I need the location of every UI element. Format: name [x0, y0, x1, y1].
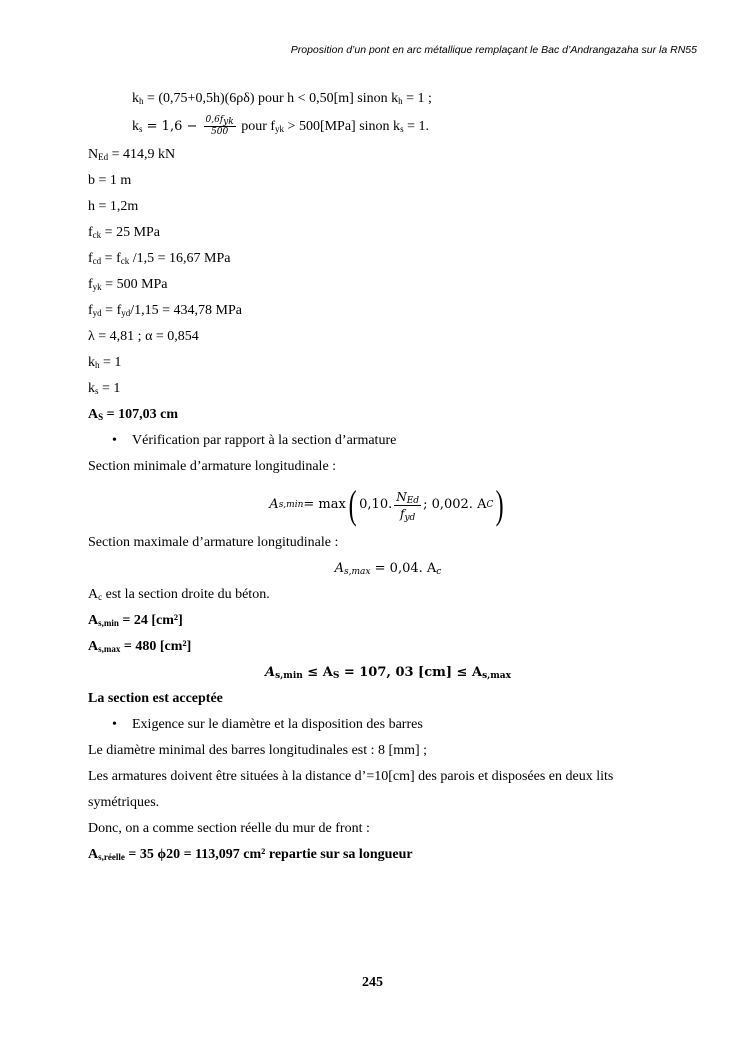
bullet-icon: •: [112, 433, 117, 448]
right-paren-icon: ): [496, 482, 505, 527]
ac-definition: $A_c$ est la section droite du béton.: [88, 587, 270, 602]
donc-line: Donc, on a comme section réelle du mur de front :: [88, 821, 370, 836]
page-number: 245: [362, 975, 383, 990]
value-h: h = 1,2m: [88, 199, 139, 214]
kh-formula: $k_h = (0,75+0,5h)(6\rho\delta)$ pour h < 0,50[m] sinon $k_h = 1$ ;: [132, 91, 432, 106]
value-kh: $k_h = 1$: [88, 355, 122, 370]
max-section-label: Section maximale d’armature longitudinale :: [88, 535, 339, 550]
as-min-value: $A_{s,min} = 24$ [cm²]: [88, 613, 183, 628]
min-section-label: Section minimale d’armature longitudinale :: [88, 459, 337, 474]
ks-formula: $k_s = 1,6$ − $\frac{0,6f_{yk}}{500}$ pour $f_{yk} > 500[MPa]$ sinon $k_s = 1$.: [132, 115, 429, 138]
value-ks: $k_s = 1$: [88, 381, 121, 396]
bullet-verification: • Vérification par rapport à la section d’armature: [88, 428, 688, 454]
value-ned: $N_{Ed} = 414,9$ kN: [88, 147, 176, 162]
page-body: [88, 86, 688, 868]
value-fck: $f_{ck} = 25$ MPa: [88, 225, 161, 240]
bullet-diameter: • Exigence sur le diamètre et la disposition des barres: [88, 712, 688, 738]
equation-as-min: A s,min = max ( 0,10. $\frac{N_{Ed}}{f_{yd}}$ ; 0,002. A C ): [269, 482, 505, 527]
diameter-minimum: Le diamètre minimal des barres longitudinales est : 8 [mm] ;: [88, 743, 428, 758]
inequality-check: $A_{s,min} \le A_S = 107$, 03 $[cm] \le A_{s,max}$: [265, 665, 511, 681]
as-max-value: $A_{s,max} = 480$ [cm²]: [88, 639, 192, 654]
ned-fyd-fraction: $\frac{N_{Ed}}{f_{yd}}$: [396, 489, 420, 523]
value-fyd: $f_{yd} = f_{yd}/1,15 = 434,78$ MPa: [88, 303, 242, 318]
left-paren-icon: (: [348, 482, 357, 527]
value-lambda-alpha: λ = 4,81 ; α = 0,854: [88, 329, 199, 344]
value-fcd: $f_{cd} = f_{ck}$ /1,5 = 16,67 MPa: [88, 251, 231, 266]
bullet-icon: •: [112, 717, 117, 732]
value-fyk: $f_{yk} = 500$ MPa: [88, 277, 168, 292]
running-header: Proposition d’un pont en arc métallique remplaçant le Bac d’Andrangazaha sur la RN55: [290, 44, 697, 56]
ks-fraction: $\frac{0,6f_{yk}}{500}$: [205, 115, 234, 138]
section-accepted: La section est acceptée: [88, 691, 223, 706]
final-section: $A_{s,réelle} = 35$ ϕ20 = 113,097 cm² repartie sur sa longueur: [88, 847, 413, 862]
as-result: $A_S = 107,03$ cm: [88, 407, 178, 422]
placement-line-2: symétriques.: [88, 795, 160, 810]
placement-line-1: Les armatures doivent être situées à la distance d’=10[cm] des parois et disposées en deux lits: [88, 769, 614, 784]
equation-as-max: $A_{s,max} = 0,04$. $A_c$: [334, 561, 442, 577]
value-b: b = 1 m: [88, 173, 132, 188]
